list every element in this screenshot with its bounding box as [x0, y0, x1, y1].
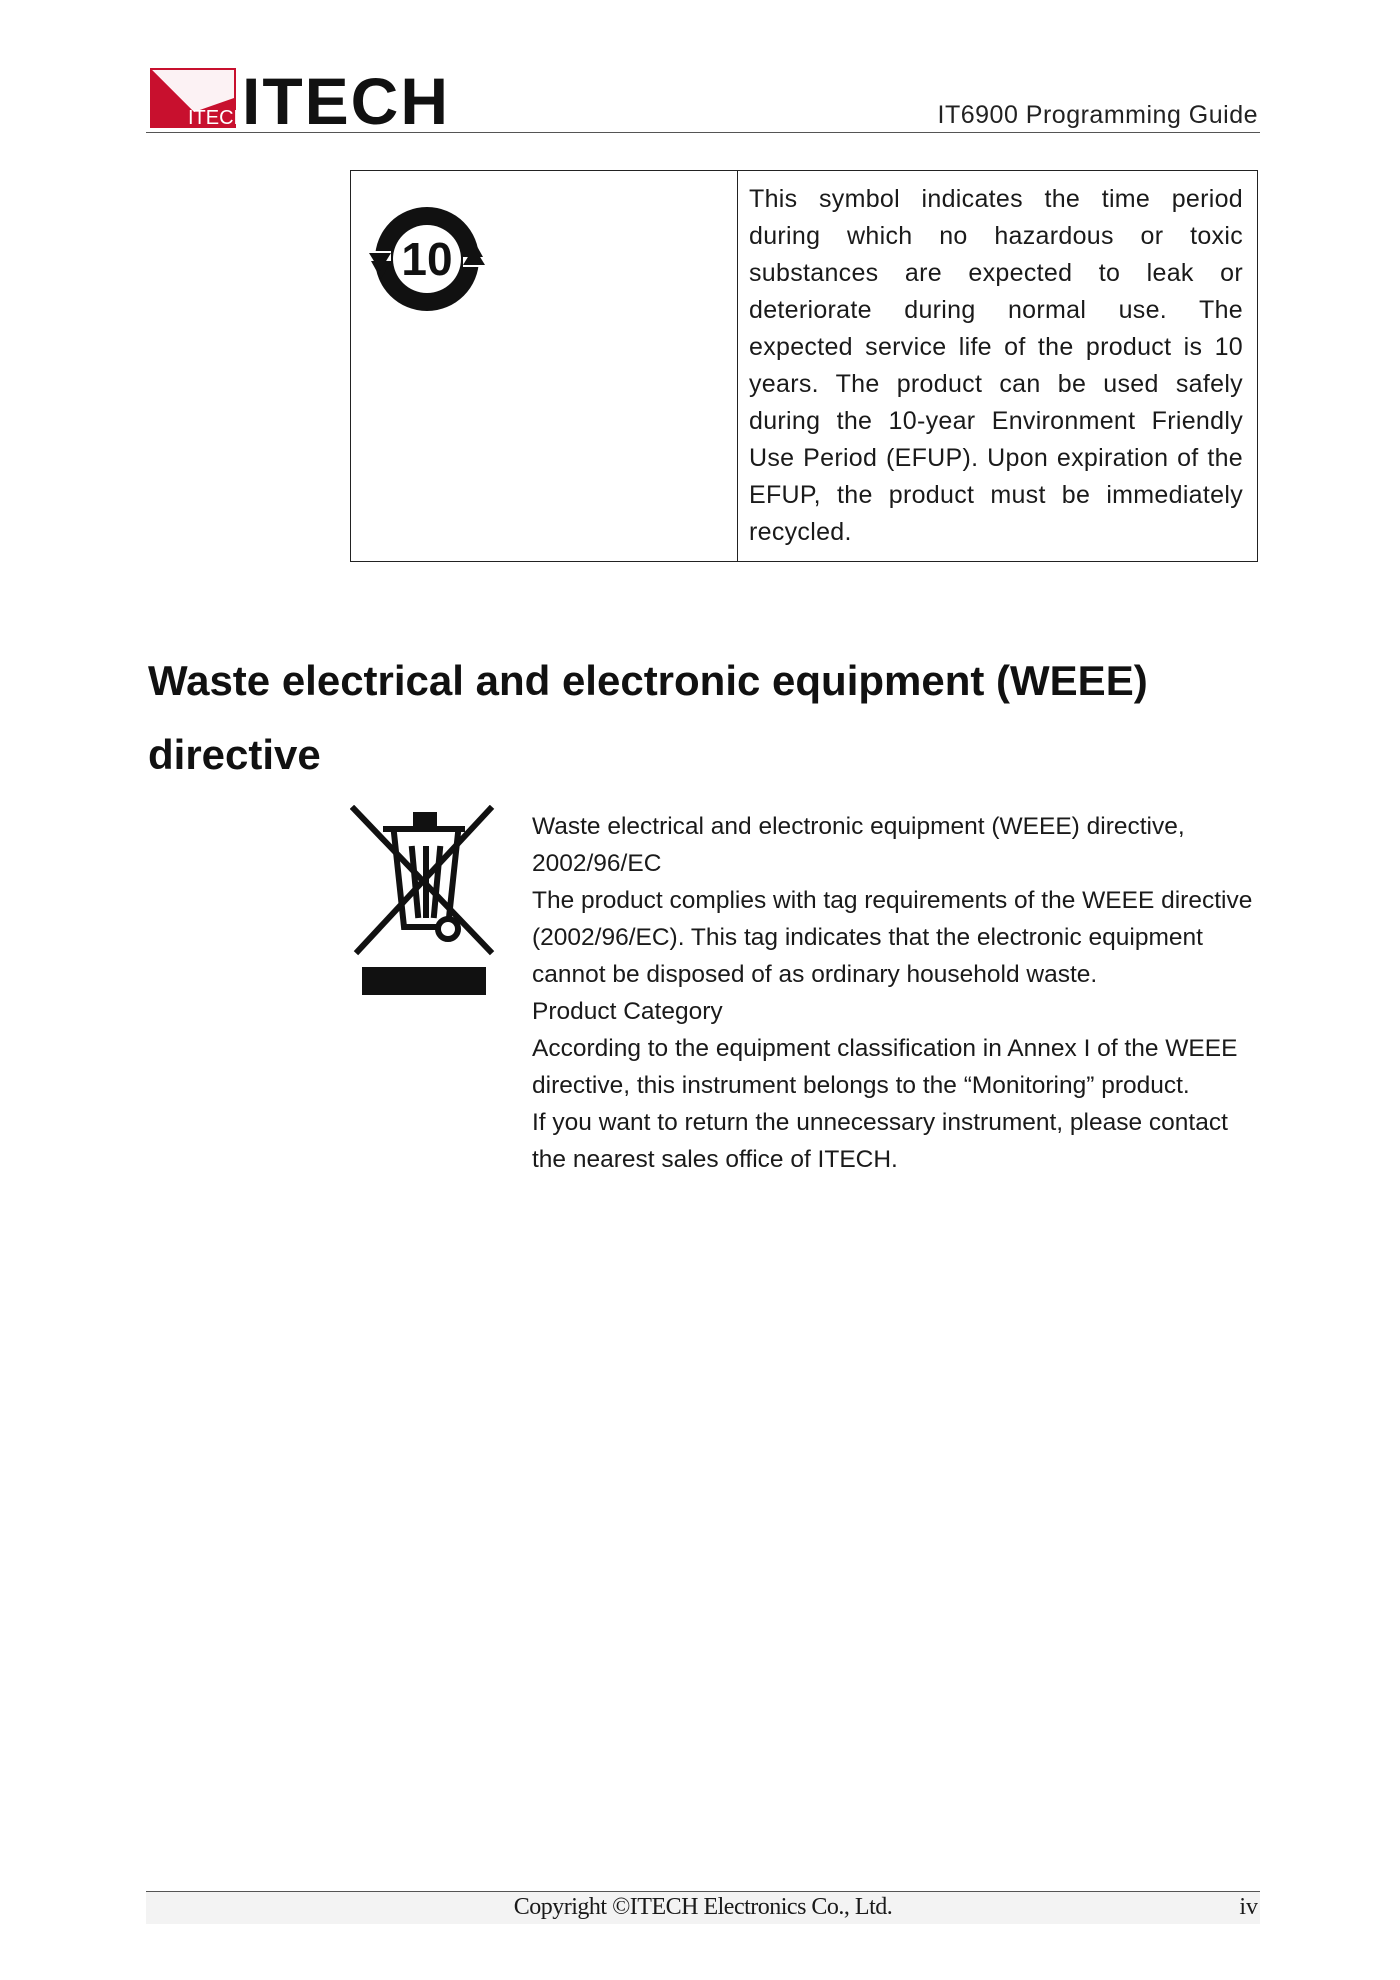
efup-icon-cell — [351, 171, 738, 561]
weee-line: Product Category — [532, 998, 723, 1025]
svg-text:10: 10 — [401, 233, 453, 285]
efup-table — [350, 170, 1258, 562]
page-footer — [146, 1891, 1260, 1924]
weee-line: (2002/96/EC). This tag indicates that the electronic equipment — [532, 924, 1203, 951]
weee-line: the nearest sales office of ITECH. — [532, 1146, 898, 1173]
efup-description: This symbol indicates the time period during which no hazardous or toxic substances are expected to leak or deteriorate during normal use. The expected service life of the product is 10 years. The product can be used safely during the 10-year Environment Friendly Use Period (EFUP). Upon expiration of the EFUP, the product must be immediately recycled. — [749, 185, 1243, 546]
weee-line: The product complies with tag requirements of the WEEE directive — [532, 887, 1253, 914]
weee-line: cannot be disposed of as ordinary household waste. — [532, 961, 1098, 988]
page-header — [146, 60, 1260, 133]
weee-line: According to the equipment classification in Annex I of the WEEE — [532, 1035, 1238, 1062]
weee-line: If you want to return the unnecessary instrument, please contact — [532, 1109, 1228, 1136]
weee-heading: Waste electrical and electronic equipment (WEEE) directive — [148, 657, 1148, 778]
page-number: iv — [1239, 1894, 1258, 1920]
copyright-notice: Copyright ©ITECH Electronics Co., Ltd. — [513, 1894, 893, 1920]
weee-description — [532, 808, 1272, 1178]
svg-text:ITECH: ITECH — [188, 107, 248, 129]
document-title: IT6900 Programming Guide — [937, 101, 1258, 129]
weee-line: Waste electrical and electronic equipment (WEEE) directive, — [532, 813, 1185, 840]
efup-10-icon — [367, 199, 487, 319]
weee-crossed-bin-icon — [350, 805, 502, 1001]
svg-text:ITECH: ITECH — [242, 66, 450, 130]
weee-line: 2002/96/EC — [532, 850, 662, 877]
itech-logo — [150, 66, 470, 130]
weee-line: directive, this instrument belongs to the “Monitoring” product. — [532, 1072, 1190, 1099]
